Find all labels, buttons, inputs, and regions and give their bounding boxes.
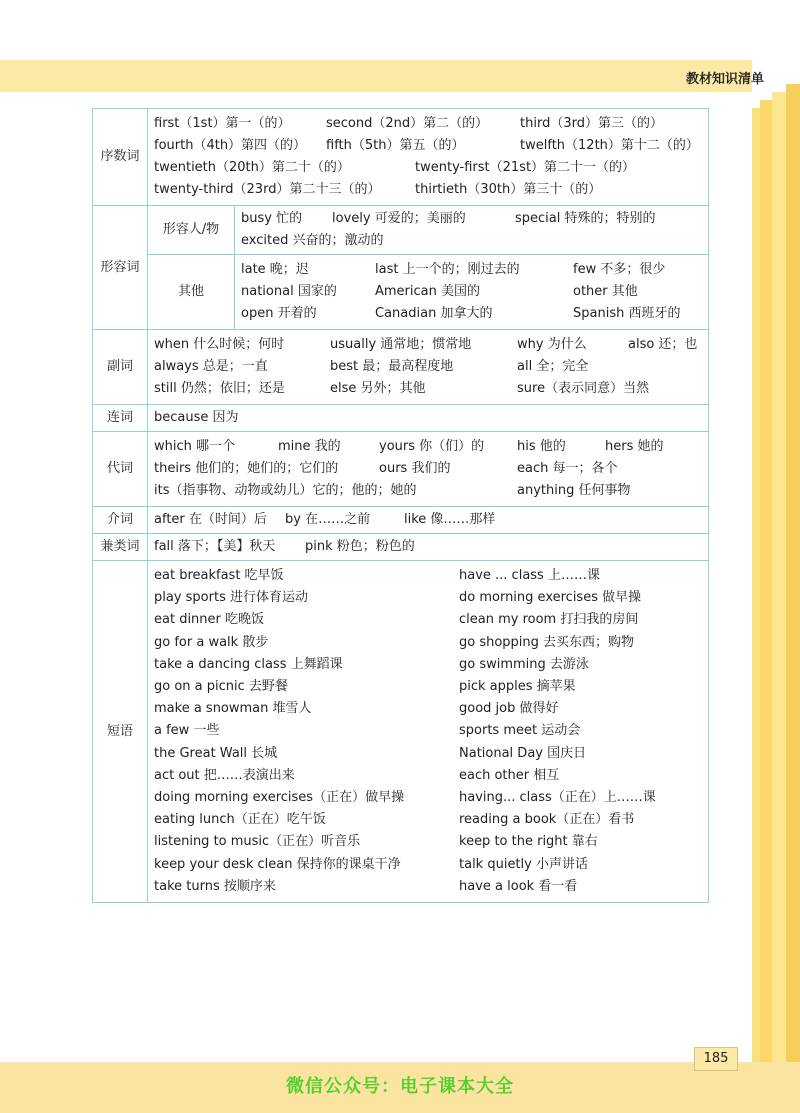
table-row-multi-class <box>93 534 709 561</box>
word-entry: else 另外；其他 <box>330 381 426 396</box>
phrase-entry: good job 做得好 <box>459 701 559 717</box>
adjectives-people-cell <box>235 206 709 255</box>
word-entry: excited 兴奋的；激动的 <box>241 233 384 248</box>
word-entry: his 他的 <box>517 439 566 454</box>
word-entry: always 总是；一直 <box>154 359 268 374</box>
phrase-entry: eat dinner 吃晚饭 <box>154 612 265 628</box>
word-entry: open 开着的 <box>241 306 317 321</box>
phrase-entry: eat breakfast 吃早饭 <box>154 568 284 583</box>
prepositions-line <box>154 509 702 531</box>
vocabulary-table <box>92 108 709 903</box>
table-row-adverbs <box>93 330 709 405</box>
word-entry: still 仍然；依旧；还是 <box>154 381 285 396</box>
word-entry: sure（表示同意）当然 <box>517 381 650 396</box>
word-entry: all 全；完全 <box>517 359 589 374</box>
word-entry: lovely 可爱的；美丽的 <box>332 211 466 226</box>
sub-label: 其他 <box>148 255 235 330</box>
phrase-entry: keep to the right 靠右 <box>459 834 598 850</box>
phrase-entry: take a dancing class 上舞蹈课 <box>154 656 343 672</box>
phrase-entry: reading a book（正在）看书 <box>459 812 635 828</box>
header-band <box>0 60 752 92</box>
word-entry: mine 我的 <box>278 439 341 454</box>
word-entry: twenty-first（21st）第二十一（的） <box>415 160 636 175</box>
word-entry: why 为什么 <box>517 337 587 352</box>
phrase-entry: having... class（正在）上……课 <box>459 790 656 806</box>
row-label: 连词 <box>93 405 148 432</box>
adverbs-line <box>154 334 702 356</box>
phrase-entry: the Great Wall 长城 <box>154 745 278 761</box>
word-entry: thirtieth（30th）第三十（的） <box>415 182 602 197</box>
word-entry: best 最；最高程度地 <box>330 359 454 374</box>
word-entry: fourth（4th）第四（的） <box>154 138 307 153</box>
phrase-entry: go swimming 去游泳 <box>459 656 589 672</box>
pronouns-line <box>154 458 702 480</box>
table-row-adjectives-people <box>93 206 709 255</box>
page-edge <box>786 84 800 1113</box>
sub-label: 形容人/物 <box>148 206 235 255</box>
pronouns-line <box>154 480 702 502</box>
word-entry: third（3rd）第三（的） <box>520 116 663 131</box>
phrase-entry: go shopping 去买东西；购物 <box>459 634 635 650</box>
word-entry: each 每一；各个 <box>517 461 618 476</box>
phrases-list <box>154 565 702 898</box>
word-entry: pink 粉色；粉色的 <box>305 539 415 554</box>
row-label: 兼类词 <box>93 534 148 561</box>
multi-class-cell <box>148 534 709 561</box>
phrase-entry: take turns 按顺序来 <box>154 878 276 894</box>
word-entry: ours 我们的 <box>379 461 451 476</box>
word-entry: second（2nd）第二（的） <box>326 116 489 131</box>
phrase-entry: act out 把……表演出来 <box>154 767 295 783</box>
word-entry: last 上一个的；刚过去的 <box>375 262 520 277</box>
row-label: 代词 <box>93 432 148 507</box>
table-row-adjectives-other <box>93 255 709 330</box>
phrase-entry: sports meet 运动会 <box>459 723 581 739</box>
word-entry: Canadian 加拿大的 <box>375 306 493 321</box>
pronouns-cell <box>148 432 709 507</box>
phrase-entry: talk quietly 小声讲话 <box>459 856 588 872</box>
row-label: 序数词 <box>93 109 148 206</box>
adjectives-other-cell <box>235 255 709 330</box>
table-row-prepositions <box>93 507 709 534</box>
row-label: 副词 <box>93 330 148 405</box>
phrase-entry: do morning exercises 做早操 <box>459 590 642 606</box>
word-entry: which 哪一个 <box>154 439 236 454</box>
page-number: 185 <box>694 1047 738 1071</box>
conjunctions-cell <box>148 405 709 432</box>
adj-line <box>241 281 702 303</box>
multi-class-line <box>154 536 702 558</box>
prepositions-cell <box>148 507 709 534</box>
word-entry: special 特殊的；特别的 <box>515 211 656 226</box>
table-row-ordinals <box>93 109 709 206</box>
ordinals-line <box>154 179 702 201</box>
watermark: 微信公众号：电子课本大全 <box>286 1076 514 1097</box>
phrase-entry: a few 一些 <box>154 723 220 739</box>
word-entry: few 不多；很少 <box>573 262 666 277</box>
adverbs-line <box>154 378 702 400</box>
phrase-entry: each other 相互 <box>459 767 560 783</box>
phrase-entry: National Day 国庆日 <box>459 745 587 761</box>
phrase-entry: clean my room 打扫我的房间 <box>459 612 639 628</box>
word-entry: busy 忙的 <box>241 211 303 226</box>
word-entry: fifth（5th）第五（的） <box>326 138 465 153</box>
phrase-entry: listening to music（正在）听音乐 <box>154 834 361 850</box>
word-entry: twentieth（20th）第二十（的） <box>154 160 350 175</box>
word-entry: fall 落下；【美】秋天 <box>154 539 276 554</box>
word-entry: first（1st）第一（的） <box>154 116 291 131</box>
word-entry: late 晚；迟 <box>241 262 309 277</box>
word-entry: after 在（时间）后 <box>154 512 267 527</box>
adj-line <box>241 230 702 252</box>
phrase-entry: have a look 看一看 <box>459 878 578 894</box>
word-entry: theirs 他们的；她们的；它们的 <box>154 461 339 476</box>
word-entry: its（指事物、动物或幼儿）它的；他的；她的 <box>154 483 417 498</box>
word-entry: hers 她的 <box>605 439 664 454</box>
phrase-entry: have ... class 上……课 <box>459 568 600 583</box>
section-header: 教材知识清单 <box>685 72 764 87</box>
phrase-entry: doing morning exercises（正在）做早操 <box>154 790 405 806</box>
phrase-entry: make a snowman 堆雪人 <box>154 701 312 717</box>
phrase-entry: go for a walk 散步 <box>154 634 269 650</box>
word-entry: by 在……之前 <box>285 512 371 527</box>
ordinals-line <box>154 113 702 135</box>
word-entry: national 国家的 <box>241 284 337 299</box>
adverbs-line <box>154 356 702 378</box>
word-entry: because 因为 <box>154 410 239 425</box>
word-entry: Spanish 西班牙的 <box>573 306 681 321</box>
word-entry: twelfth（12th）第十二（的） <box>520 138 699 153</box>
phrases-cell <box>148 561 709 903</box>
row-label: 短语 <box>93 561 148 903</box>
word-entry: yours 你（们）的 <box>379 439 485 454</box>
word-entry: also 还；也 <box>628 337 698 352</box>
table-row-phrases <box>93 561 709 903</box>
word-entry: usually 通常地；惯常地 <box>330 337 472 352</box>
phrase-entry: go on a picnic 去野餐 <box>154 679 288 695</box>
word-entry: twenty-third（23rd）第二十三（的） <box>154 182 381 197</box>
word-entry: like 像……那样 <box>404 512 496 527</box>
row-label: 介词 <box>93 507 148 534</box>
ordinals-cell <box>148 109 709 206</box>
adj-line <box>241 259 702 281</box>
adj-line <box>241 208 702 230</box>
adj-line <box>241 303 702 325</box>
phrase-entry: eating lunch（正在）吃午饭 <box>154 812 326 828</box>
word-entry: other 其他 <box>573 284 638 299</box>
table-row-conjunctions <box>93 405 709 432</box>
pronouns-line <box>154 436 702 458</box>
word-entry: American 美国的 <box>375 284 480 299</box>
ordinals-line <box>154 135 702 157</box>
ordinals-line <box>154 157 702 179</box>
word-entry: when 什么时候；何时 <box>154 337 285 352</box>
row-label: 形容词 <box>93 206 148 330</box>
adverbs-cell <box>148 330 709 405</box>
phrase-entry: keep your desk clean 保持你的课桌干净 <box>154 856 401 872</box>
table-row-pronouns <box>93 432 709 507</box>
phrase-entry: pick apples 摘苹果 <box>459 679 576 695</box>
phrase-entry: play sports 进行体育运动 <box>154 590 308 606</box>
word-entry: anything 任何事物 <box>517 483 631 498</box>
